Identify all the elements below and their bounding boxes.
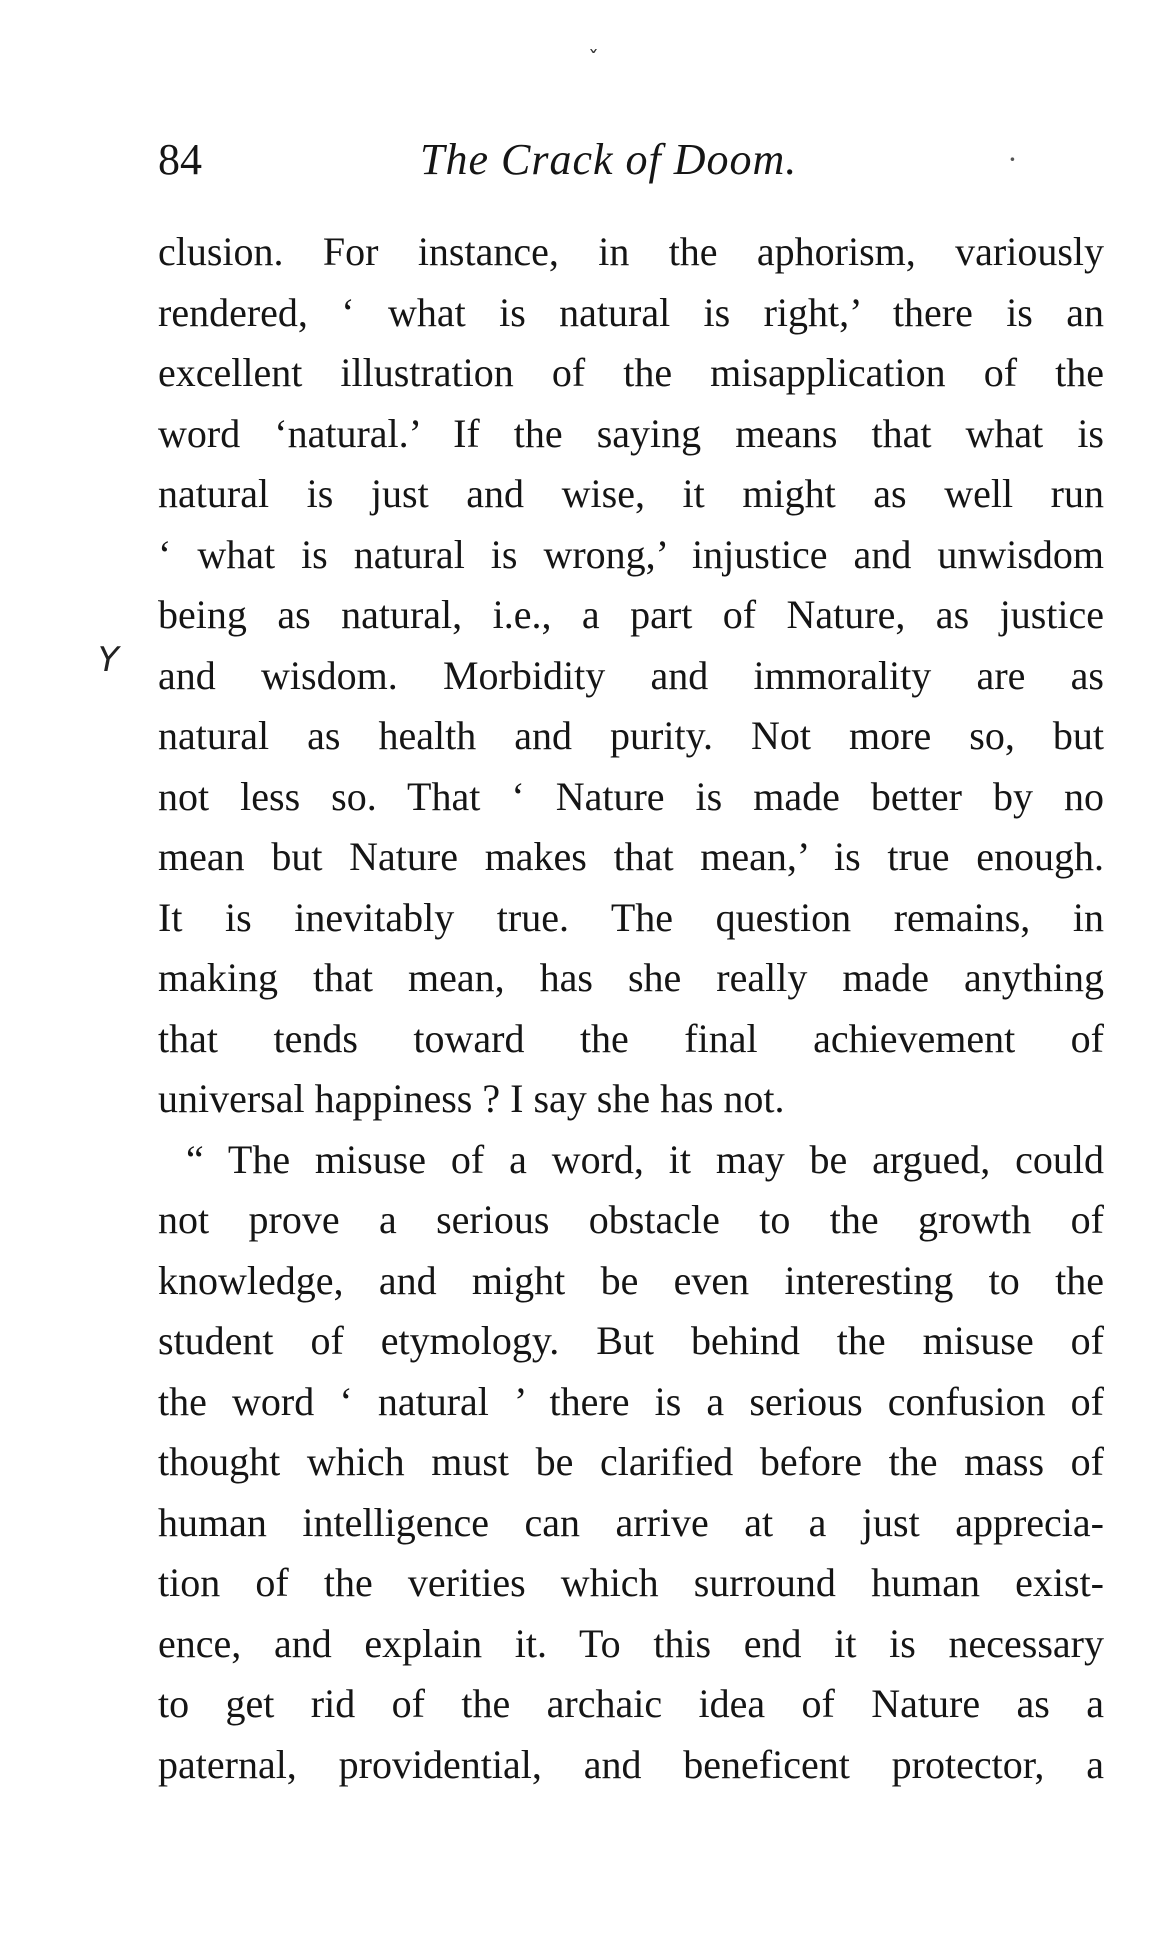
- text-line: clusion. For instance, in the aphorism, variously: [158, 229, 1104, 274]
- text-line: making that mean, has she really made anything: [158, 955, 1104, 1000]
- text-line: being as natural, i.e., a part of Nature, as justice: [158, 592, 1104, 637]
- text-line: word ‘natural.’ If the saying means that what is: [158, 410, 1104, 456]
- text-line: rendered, ‘ what is natural is right,’ there is an: [158, 289, 1104, 335]
- text-line: knowledge, and might be even interesting to the: [158, 1257, 1104, 1303]
- paragraph-1: [158, 222, 1104, 1130]
- text-line: “ The misuse of a word, it may be argued, could: [186, 1136, 1104, 1182]
- running-title: The Crack of Doom.: [420, 135, 798, 184]
- text-line: universal happiness ? I say she has not.: [158, 1076, 785, 1121]
- text-line: not less so. That ‘ Nature is made better by no: [158, 773, 1104, 819]
- text-line: that tends toward the final achievement of: [158, 1015, 1104, 1061]
- text-line: paternal, providential, and beneficent protector, a: [158, 1741, 1104, 1787]
- text-line: and wisdom. Morbidity and immorality are as: [158, 652, 1104, 698]
- margin-annotation-mark: Y: [98, 640, 119, 680]
- text-line: human intelligence can arrive at a just apprecia-: [158, 1499, 1104, 1545]
- text-line: not prove a serious obstacle to the growth of: [158, 1197, 1104, 1242]
- text-line: tion of the verities which surround human exist-: [158, 1560, 1104, 1605]
- text-line: natural as health and purity. Not more so, but: [158, 713, 1104, 758]
- header-dot: ·: [1008, 143, 1017, 176]
- paragraph-2: [158, 1130, 1104, 1796]
- text-line: It is inevitably true. The question remains, in: [158, 894, 1104, 940]
- text-line: the word ‘ natural ’ there is a serious confusion of: [158, 1378, 1104, 1424]
- text-line: ‘ what is natural is wrong,’ injustice and unwisdom: [158, 531, 1104, 577]
- text-line: to get rid of the archaic idea of Nature as a: [158, 1681, 1104, 1726]
- text-line: ence, and explain it. To this end it is necessary: [158, 1620, 1104, 1666]
- page-header: [158, 130, 1018, 190]
- body-text: [158, 222, 1104, 1795]
- text-line: excellent illustration of the misapplication of the: [158, 350, 1104, 395]
- text-line: thought which must be clarified before the mass of: [158, 1439, 1104, 1484]
- top-print-mark: ˇ: [588, 48, 599, 73]
- text-line: natural is just and wise, it might as well run: [158, 471, 1104, 516]
- text-line: student of etymology. But behind the misuse of: [158, 1318, 1104, 1363]
- page-number: 84: [158, 135, 202, 184]
- text-line: mean but Nature makes that mean,’ is true enough.: [158, 834, 1104, 879]
